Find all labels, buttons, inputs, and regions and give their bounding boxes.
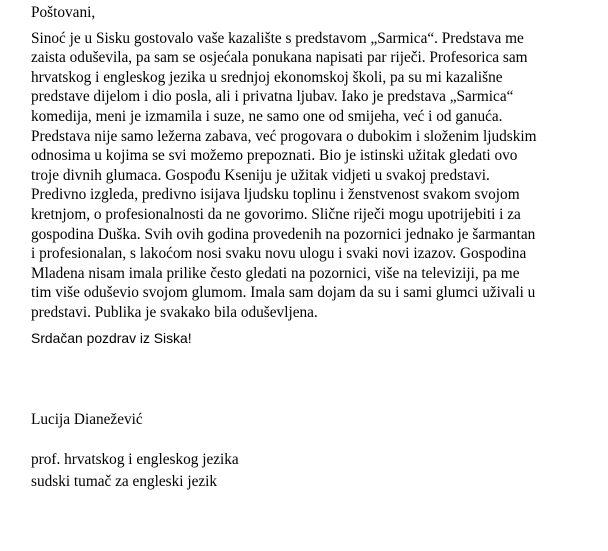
body-line: komedija, meni je izmamila i suze, ne samo one od smijeha, već i od ganuća.	[31, 107, 503, 125]
body-line: Predstava nije samo ležerna zabava, već progovara o dubokim i složenim ljudskim	[31, 127, 537, 145]
body-line: troje divnih glumaca. Gospođu Kseniju je užitak vidjeti u svakoj predstavi.	[31, 166, 490, 184]
professional-title: prof. hrvatskog i engleskog jezika	[31, 450, 239, 468]
signature-titles	[31, 449, 596, 493]
closing: Srdačan pozdrav iz Siska!	[31, 329, 192, 346]
body-line: Mladena nisam imala prilike često gledati na pozornici, više na televiziji, pa me	[31, 264, 520, 282]
body-line: odnosima u kojima se svi možemo prepoznati. Bio je istinski užitak gledati ovo	[31, 147, 518, 165]
body-line: zaista oduševila, pa sam se osjećala ponukana napisati par riječi. Profesorica sam	[31, 49, 528, 67]
court-interpreter-title: sudski tumač za engleski jezik	[31, 472, 218, 490]
letter-body	[31, 29, 596, 323]
salutation: Poštovani,	[31, 4, 96, 21]
body-line: hrvatskog i engleskog jezika u srednjoj ekonomskoj školi, pa su mi kazališne	[31, 68, 503, 86]
body-line: i profesionalan, s lakoćom nosi svaku novu ulogu i svaki novi izazov. Gospodina	[31, 245, 527, 263]
body-line: kretnjom, o profesionalnosti da ne govorimo. Slične riječi mogu upotrijebiti i za	[31, 205, 521, 223]
body-line: gospodina Duška. Svih ovih godina provedenih na pozornici jednako je šarmantan	[31, 225, 536, 243]
signature-name: Lucija Dianežević	[31, 411, 143, 429]
body-line: predstave dijelom i dio posla, ali i privatna ljubav. Iako je predstava „Sarmica“	[31, 88, 514, 106]
body-line: Predivno izgleda, predivno isijava ljudsku toplinu i ženstvenost svakom svojom	[31, 186, 520, 204]
body-line: predstavi. Publika je svakako bila oduševljena.	[31, 303, 318, 321]
letter	[31, 3, 596, 493]
body-line: tim više oduševio svojom glumom. Imala sam dojam da su i sami glumci uživali u	[31, 284, 536, 302]
body-line: Sinoć je u Sisku gostovalo vaše kazalište s predstavom „Sarmica“. Predstava me	[31, 29, 524, 47]
